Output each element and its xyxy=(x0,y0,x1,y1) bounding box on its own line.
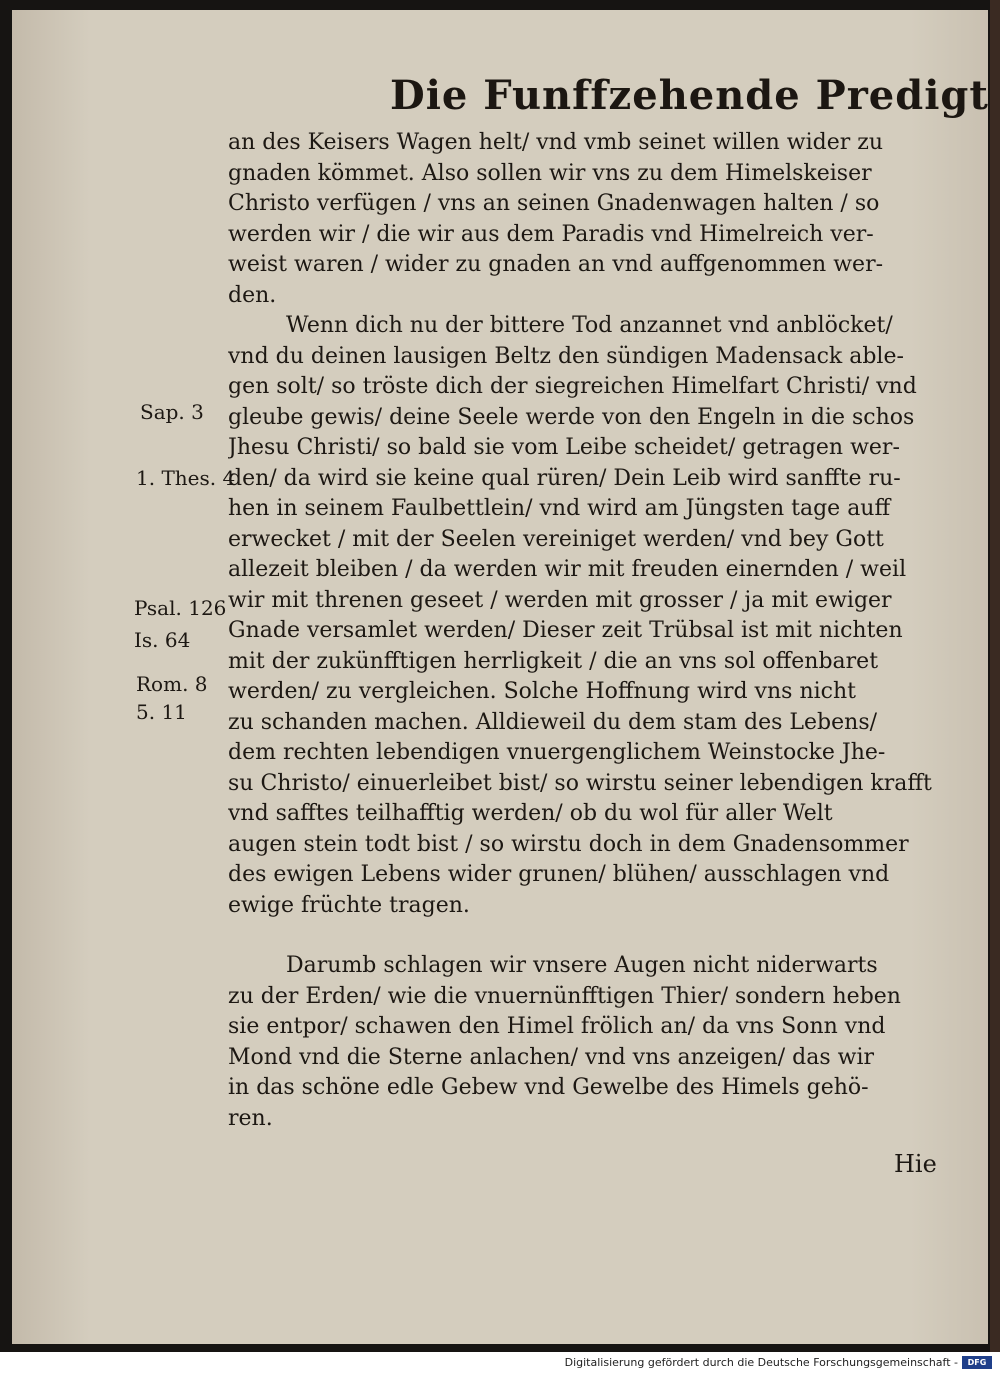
text-line: Darumb schlagen wir vnsere Augen nicht niderwarts xyxy=(286,953,878,978)
text-line: wir mit threnen geseet / werden mit grosser / ja mit ewiger xyxy=(228,587,892,613)
text-line: erwecket / mit der Seelen vereiniget werden/ vnd bey Gott xyxy=(228,526,884,552)
text-line: vnd safftes teilhafftig werden/ ob du wol für aller Welt xyxy=(228,801,833,826)
catchword: Hie xyxy=(894,1150,937,1178)
text-line: an des Keisers Wagen helt/ vnd vmb seinet willen wider zu xyxy=(228,130,883,155)
text-line: den/ da wird sie keine qual rüren/ Dein Leib wird sanffte ru- xyxy=(228,465,901,491)
text-line: hen in seinem Faulbettlein/ vnd wird am Jüngsten tage auff xyxy=(228,496,891,521)
text-line: sie entpor/ schawen den Himel frölich an/ da vns Sonn vnd xyxy=(228,1014,886,1039)
text-line: gen solt/ so tröste dich der siegreichen Himelfart Christi/ vnd xyxy=(228,374,917,399)
text-line: mit der zukünfftigen herrligkeit / die an vns sol offenbaret xyxy=(228,648,879,674)
text-line: Jhesu Christi/ so bald sie vom Leibe scheidet/ getragen wer- xyxy=(228,435,900,460)
margin-note: 1. Thes. 4 xyxy=(136,466,236,490)
text-line: dem rechten lebendigen vnuergenglichem Weinstocke Jhe- xyxy=(228,740,886,765)
dfg-logo-icon: DFG xyxy=(962,1356,992,1369)
paragraph-gap xyxy=(228,921,938,951)
running-head: Die Funffzehende Predigt xyxy=(390,72,989,119)
margin-note: Psal. 126 xyxy=(134,596,227,620)
main-text-block xyxy=(228,128,938,1134)
margin-note: Rom. 8 xyxy=(136,672,208,696)
text-line: allezeit bleiben / da werden wir mit freuden einernden / weil xyxy=(228,557,907,582)
text-line: Christo verfügen / vns an seinen Gnadenwagen halten / so xyxy=(228,191,880,216)
text-line: su Christo/ einuerleibet bist/ so wirstu seiner lebendigen krafft xyxy=(228,770,932,796)
text-line: zu der Erden/ wie die vnuernünfftigen Thier/ sondern heben xyxy=(228,983,901,1009)
text-line: vnd du deinen lausigen Beltz den sündigen Madensack able- xyxy=(228,343,904,369)
footer-bar xyxy=(0,1352,1000,1374)
text-line: ren. xyxy=(228,1105,273,1131)
page-fore-edge xyxy=(990,0,1000,1352)
text-line: Wenn dich nu der bittere Tod anzannet vnd anblöcket/ xyxy=(286,313,893,338)
margin-note: Is. 64 xyxy=(134,628,191,652)
text-line: in das schöne edle Gebew vnd Gewelbe des Himels gehö- xyxy=(228,1075,869,1100)
text-line: weist waren / wider zu gnaden an vnd auffgenommen wer- xyxy=(228,252,884,277)
text-line: augen stein todt bist / so wirstu doch in dem Gnadensommer xyxy=(228,831,909,857)
text-line: zu schanden machen. Alldieweil du dem stam des Lebens/ xyxy=(228,709,878,735)
footer-credit: Digitalisierung gefördert durch die Deutsche Forschungsgemeinschaft - xyxy=(564,1356,958,1369)
margin-note: 5. 11 xyxy=(136,700,187,724)
text-line: gnaden kömmet. Also sollen wir vns zu dem Himelskeiser xyxy=(228,160,872,186)
margin-note: Sap. 3 xyxy=(140,400,204,424)
text-line: des ewigen Lebens wider grunen/ blühen/ ausschlagen vnd xyxy=(228,862,890,887)
text-line: Mond vnd die Sterne anlachen/ vnd vns anzeigen/ das wir xyxy=(228,1044,875,1070)
text-line: ewige früchte tragen. xyxy=(228,892,470,918)
text-line: den. xyxy=(228,282,277,308)
text-line: Gnade versamlet werden/ Dieser zeit Trübsal ist mit nichten xyxy=(228,618,903,643)
text-line: werden wir / die wir aus dem Paradis vnd Himelreich ver- xyxy=(228,221,874,247)
text-line: werden/ zu vergleichen. Solche Hoffnung wird vns nicht xyxy=(228,679,856,704)
text-line: gleube gewis/ deine Seele werde von den Engeln in die schos xyxy=(228,404,915,430)
